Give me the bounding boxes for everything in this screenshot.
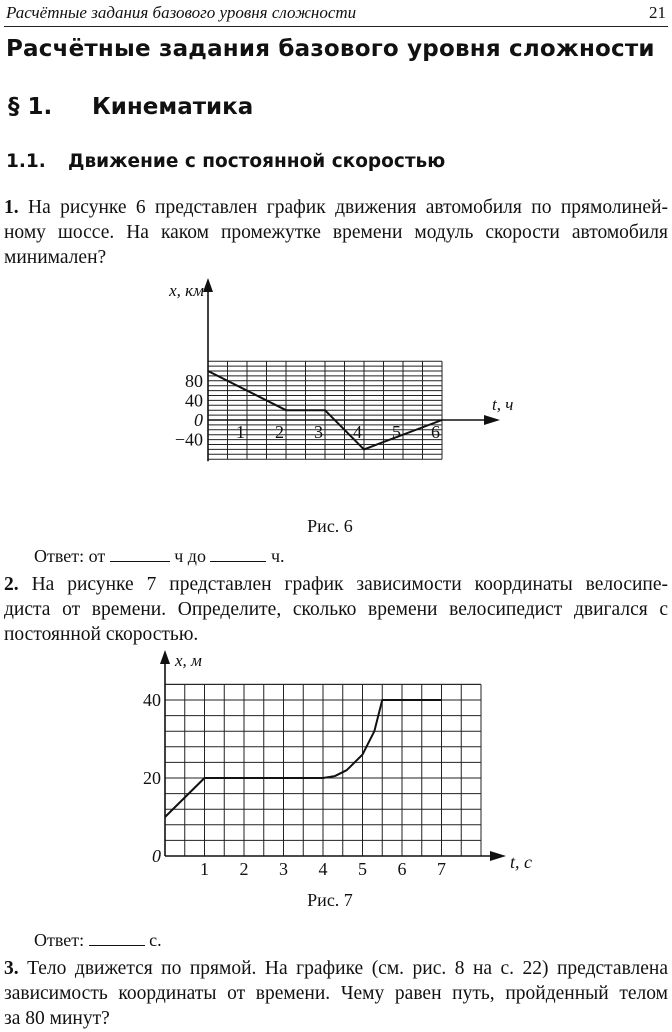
answer-1-from-blank[interactable] [110, 549, 170, 562]
x-tick-label: 6 [431, 422, 440, 442]
x-tick-label: 3 [314, 422, 323, 442]
x-tick-label: 1 [200, 859, 209, 879]
page-number: 21 [649, 3, 666, 22]
grid-7 [165, 684, 481, 856]
figure-7-caption: Рис. 7 [307, 890, 353, 910]
x-tick-label: 7 [437, 859, 446, 879]
x-tick-label: 3 [279, 859, 288, 879]
x-tick-label: 1 [236, 422, 245, 442]
answer-2-blank[interactable] [89, 933, 145, 946]
figure-7-chart [120, 648, 560, 884]
problem-3-number: 3. [4, 958, 19, 979]
section-title: Кинематика [92, 94, 254, 120]
y-tick-label: −40 [174, 429, 203, 450]
running-head: Расчётные задания базового уровня сложности [6, 3, 357, 22]
problem-2-text: 2. На рисунке 7 представлен график зависимости координаты велосипе- диста от времени. Определите, сколько времени велосипедист двигался с постоянной скоростью. [4, 574, 669, 645]
problem-1-text: 1. На рисунке 6 представлен график движения автомобиля по прямолиней- ному шоссе. На каком промежутке времени модуль скорости автомобиля минимален? [4, 197, 668, 268]
x-tick-label: 2 [275, 422, 284, 442]
x-tick-label: 4 [353, 422, 362, 442]
y-axis-arrow [160, 650, 170, 664]
section-number: § 1. [8, 94, 53, 120]
problem-2-number: 2. [4, 574, 19, 595]
problem-3-text: 3. Тело движется по прямой. На графике (см. рис. 8 на с. 22) представлена зависимость координаты от времени. Чему равен путь, пройденный телом за 80 минут? [4, 958, 668, 1029]
subsection-title: Движение с постоянной скоростью [68, 151, 446, 172]
answer-1-to-blank[interactable] [210, 549, 266, 562]
header-rule [4, 26, 668, 27]
x-axis-arrow [490, 851, 506, 861]
y-tick-label: 80 [185, 370, 203, 391]
x-axis-arrow [484, 415, 500, 425]
x-axis-label: t, ч [492, 395, 514, 414]
x-tick-label: 2 [239, 859, 249, 879]
part-title: Расчётные задания базового уровня сложности [6, 36, 655, 62]
y-tick-label: 20 [143, 768, 161, 788]
x-tick-label: 5 [392, 422, 401, 442]
x-axis-label: t, с [510, 852, 532, 872]
y-axis-label: x, км [169, 281, 204, 300]
figure-6-chart [140, 276, 520, 506]
x-tick-label: 5 [358, 859, 367, 879]
answer-2: Ответ: с. [34, 930, 162, 950]
x-tick-label: 4 [318, 859, 328, 879]
y-tick-label: 0 [194, 410, 203, 430]
x-tick-label: 6 [397, 859, 407, 879]
problem-1-number: 1. [4, 197, 19, 218]
figure-6-caption: Рис. 6 [307, 516, 353, 536]
subsection-number: 1.1. [6, 151, 46, 172]
answer-1: Ответ: от ч до ч. [34, 546, 285, 566]
y-tick-label: 40 [143, 690, 161, 710]
y-axis-label: x, м [175, 651, 202, 670]
y-axis-arrow [203, 278, 213, 292]
y-tick-label: 0 [152, 846, 161, 866]
y-tick-label: 40 [185, 390, 203, 411]
